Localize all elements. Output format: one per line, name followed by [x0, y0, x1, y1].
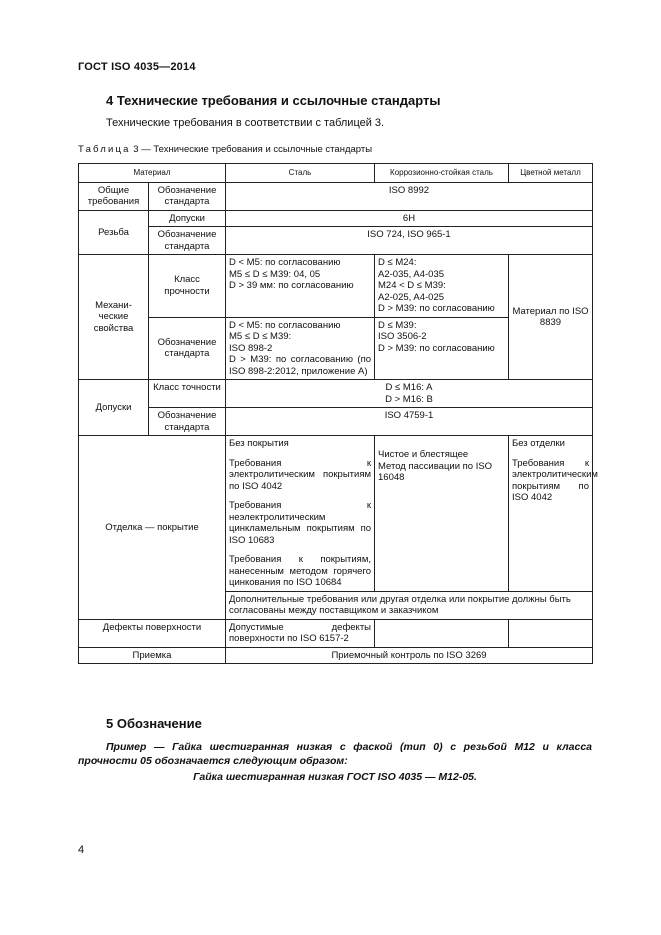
example-text: Пример — Гайка шестигранная низкая с фаской (тип 0) с резьбой M12 и класса прочности 05 обозначается следующим образом: — [78, 741, 592, 767]
mech-std-stainless — [375, 317, 509, 380]
mech-class-steel-line: D < M5: по согласованию — [229, 257, 341, 268]
table-row-defects — [79, 619, 593, 647]
acceptance-label: Приемка — [79, 647, 226, 664]
tolerances-class-value — [226, 380, 593, 408]
mech-std-steel-line: M5 ≤ D ≤ M39: — [229, 331, 292, 342]
defects-steel: Допустимые дефекты поверхности по ISO 6157-2 — [226, 619, 375, 647]
finish-additional: Дополнительные требования или другая отделка или покрытие должны быть согласованы между поставщиком и заказчиком — [226, 591, 593, 619]
mech-std-steel-line: ISO 898-2 — [229, 342, 273, 354]
table-row-mech-class — [79, 255, 593, 318]
table-row-thread-std — [79, 227, 593, 255]
finish-label: Отделка — покрытие — [79, 436, 226, 620]
mech-std-stainless-line: D > M39: по согласованию — [378, 342, 495, 354]
finish-nonferrous-item: Без отделки — [512, 438, 565, 449]
tolerances-class-line: D > M16: B — [385, 393, 433, 405]
designation-example: Гайка шестигранная низкая ГОСТ ISO 4035 — M12-05. — [193, 771, 477, 783]
mech-class-stainless-line: A2-025, A4-025 — [378, 291, 445, 303]
finish-stainless-item: Чистое и блестящее — [378, 449, 469, 460]
tolerances-std-label: Обозначение стандарта — [149, 408, 226, 436]
table-header-row — [79, 164, 593, 183]
finish-steel-item: Требования к неэлектролитическим цинкламельным покрытиям по ISO 10683 — [229, 500, 371, 546]
table-row-tolerance-std — [79, 408, 593, 436]
thread-tolerance-value: 6H — [226, 210, 593, 227]
defects-nonferrous — [509, 619, 593, 647]
general-value: ISO 8992 — [226, 182, 593, 210]
section-4-text: Технические требования в соответствии с таблицей 3. — [106, 117, 385, 129]
requirements-table — [78, 163, 598, 664]
mech-class-stainless-line: D ≤ M24: — [378, 257, 417, 268]
section-5-title: 5 Обозначение — [106, 716, 202, 731]
tolerances-class-line: D ≤ M16: A — [385, 382, 433, 393]
mech-class-stainless-line: A2-035, A4-035 — [378, 268, 445, 280]
thread-label: Резьба — [79, 210, 149, 255]
header-material: Материал — [79, 164, 226, 183]
header-nonferrous: Цветной металл — [509, 164, 593, 183]
acceptance-value: Приемочный контроль по ISO 3269 — [226, 647, 593, 664]
finish-steel — [226, 436, 375, 592]
thread-tolerance-label: Допуски — [149, 210, 226, 227]
mech-class-stainless-line: M24 < D ≤ M39: — [378, 280, 446, 291]
finish-steel-item: Требования к покрытиям, нанесенным методом горячего цинкования по ISO 10684 — [229, 554, 371, 588]
table-row-thread-tolerance — [79, 210, 593, 227]
mech-class-stainless-line: D > M39: по согласованию — [378, 303, 495, 314]
thread-std-value: ISO 724, ISO 965-1 — [226, 227, 593, 255]
table-caption-prefix: Таблица — [78, 144, 131, 155]
mech-std-stainless-line: D ≤ M39: — [378, 319, 417, 331]
finish-stainless-item: Метод пассивации по ISO 16048 — [378, 460, 493, 483]
table-caption-text: 3 — Технические требования и ссылочные стандарты — [130, 144, 373, 155]
finish-nonferrous-item: Требования к электролитическим покрытиям по ISO 4042 — [512, 457, 598, 503]
page-number: 4 — [78, 844, 85, 856]
section-4-title: 4 Технические требования и ссылочные стандарты — [106, 93, 441, 108]
mech-std-stainless-line: ISO 3506-2 — [378, 331, 427, 342]
general-sub: Обозначение стандарта — [149, 182, 226, 210]
table-caption — [78, 144, 372, 155]
finish-stainless — [375, 436, 509, 592]
tolerances-label: Допуски — [79, 380, 149, 436]
header-stainless: Коррозионно-стойкая сталь — [375, 164, 509, 183]
table-row-tolerance-class — [79, 380, 593, 408]
table-row-acceptance — [79, 647, 593, 664]
finish-steel-item: Без покрытия — [229, 438, 289, 449]
mech-class-steel-line: M5 ≤ D ≤ M39: 04, 05 — [229, 268, 321, 280]
mech-nonferrous: Материал по ISO 8839 — [509, 255, 593, 380]
mech-class-steel — [226, 255, 375, 318]
thread-std-label: Обозначение стандарта — [149, 227, 226, 255]
table-row-general — [79, 182, 593, 210]
general-label: Общие требования — [79, 182, 149, 210]
table-row-finish — [79, 436, 593, 592]
defects-stainless — [375, 619, 509, 647]
document-header: ГОСТ ISO 4035—2014 — [78, 61, 196, 73]
mech-class-label: Класс прочности — [149, 255, 226, 318]
mech-label: Механи-ческие свойства — [79, 255, 149, 380]
tolerances-std-value: ISO 4759-1 — [226, 408, 593, 436]
tolerances-class-label: Класс точности — [149, 380, 226, 408]
header-steel: Сталь — [226, 164, 375, 183]
mech-std-steel-line: D < M5: по согласованию — [229, 319, 341, 331]
finish-nonferrous — [509, 436, 598, 592]
mech-class-stainless — [375, 255, 509, 318]
finish-steel-item: Требования к электролитическим покрытиям по ISO 4042 — [229, 457, 371, 492]
mech-std-steel-line: D > M39: по согласованию (по ISO 898-2:2012, приложение А) — [229, 354, 371, 377]
mech-std-steel — [226, 317, 375, 380]
mech-class-steel-line: D > 39 мм: по согласованию — [229, 280, 354, 291]
mech-std-label: Обозначение стандарта — [149, 317, 226, 380]
defects-label: Дефекты поверхности — [79, 619, 226, 647]
